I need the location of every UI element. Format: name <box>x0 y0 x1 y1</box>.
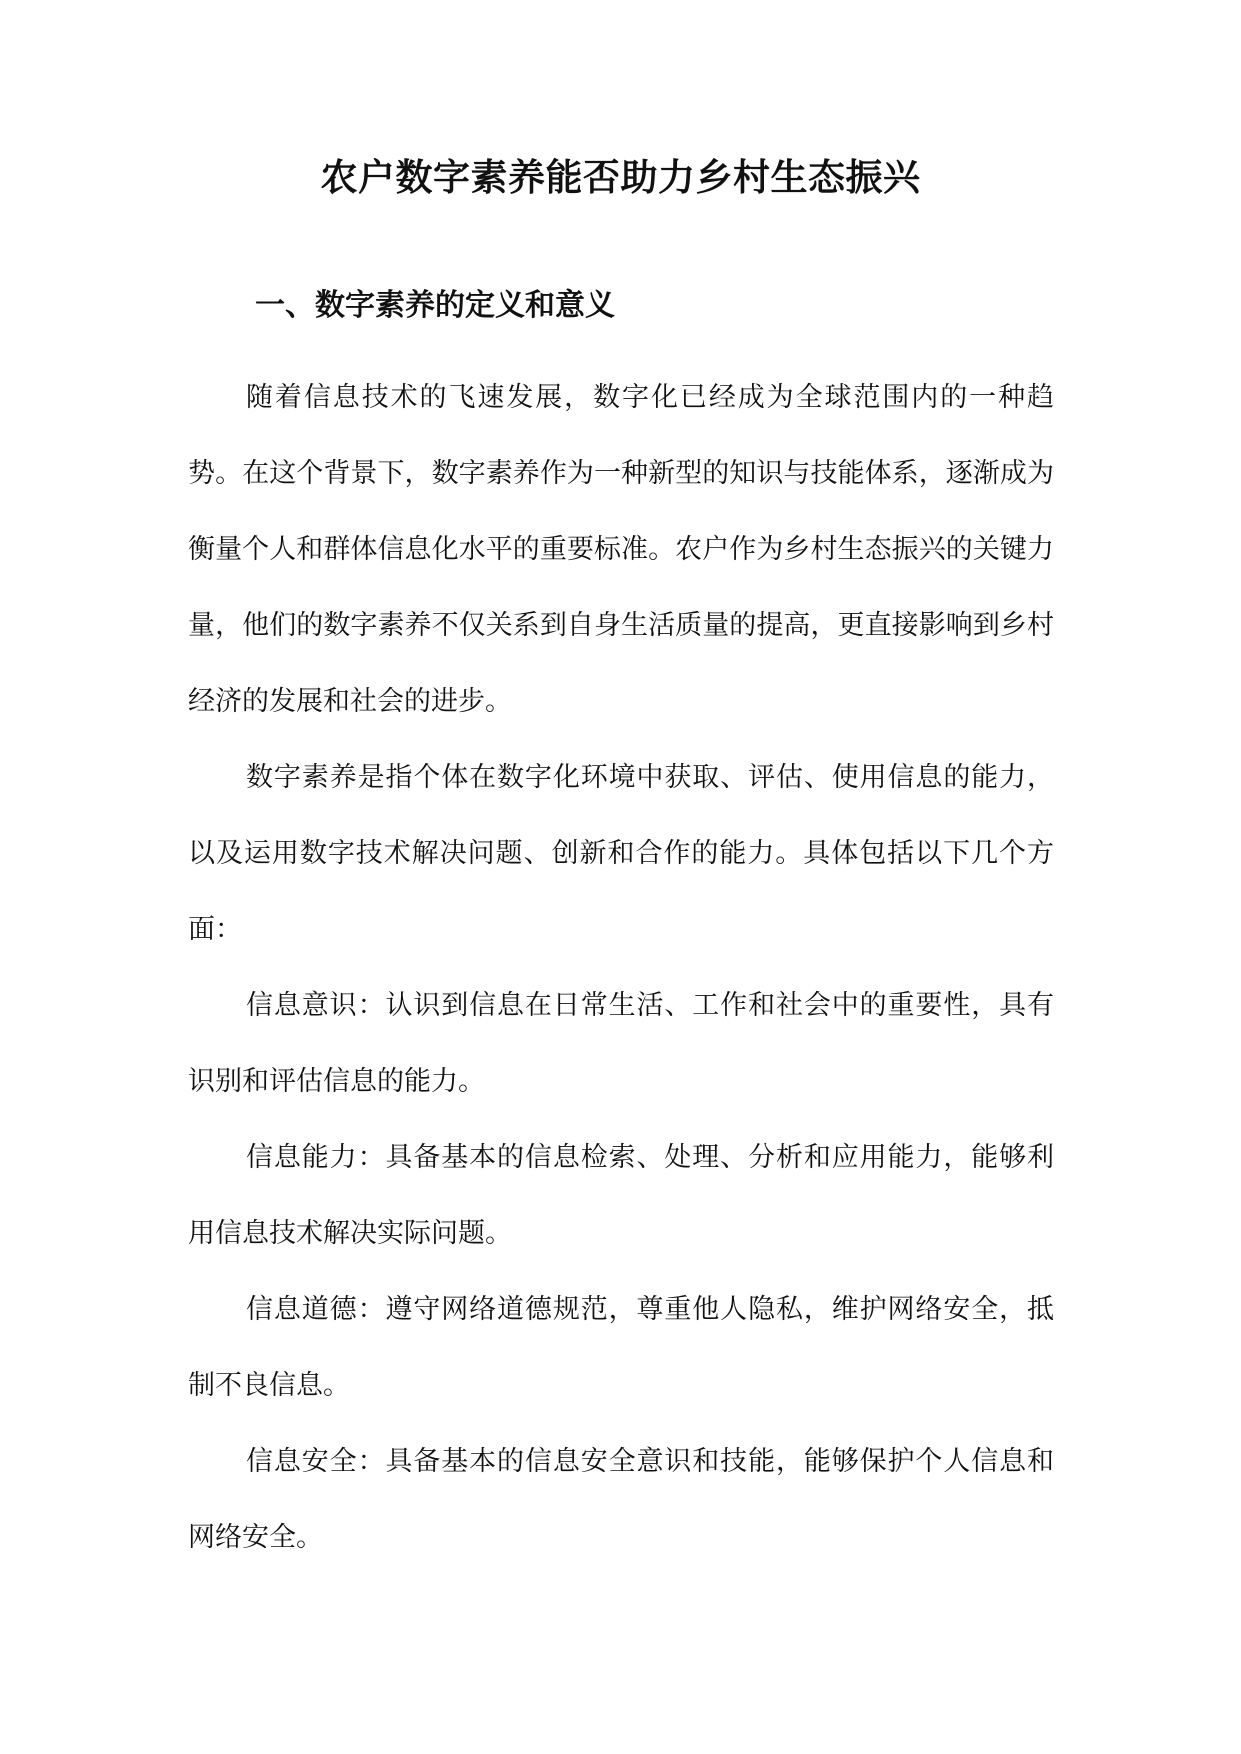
paragraph-information-security: 信息安全：具备基本的信息安全意识和技能，能够保护个人信息和网络安全。 <box>188 1446 1054 1553</box>
document-title: 农户数字素养能否助力乡村生态振兴 <box>320 156 921 199</box>
section-heading: 一、数字素养的定义和意义 <box>255 288 615 323</box>
paragraph-background: 随着信息技术的飞速发展，数字化已经成为全球范围内的一种趋势。在这个背景下，数字素养作为一种新型的知识与技能体系，逐渐成为衡量个人和群体信息化水平的重要标准。农户作为乡村生态振兴的关键力量，他们的数字素养不仅关系到自身生活质量的提高，更直接影响到乡村经济的发展和社会的进步。 <box>188 382 1054 717</box>
paragraph-information-ability: 信息能力：具备基本的信息检索、处理、分析和应用能力，能够利用信息技术解决实际问题。 <box>188 1142 1054 1249</box>
paragraph-information-ethics: 信息道德：遵守网络道德规范，尊重他人隐私，维护网络安全，抵制不良信息。 <box>188 1294 1054 1401</box>
paragraph-information-awareness: 信息意识：认识到信息在日常生活、工作和社会中的重要性，具有识别和评估信息的能力。 <box>188 990 1054 1097</box>
body-text <box>188 360 1054 1576</box>
paragraph-definition: 数字素养是指个体在数字化环境中获取、评估、使用信息的能力，以及运用数字技术解决问题、创新和合作的能力。具体包括以下几个方面： <box>188 762 1054 945</box>
